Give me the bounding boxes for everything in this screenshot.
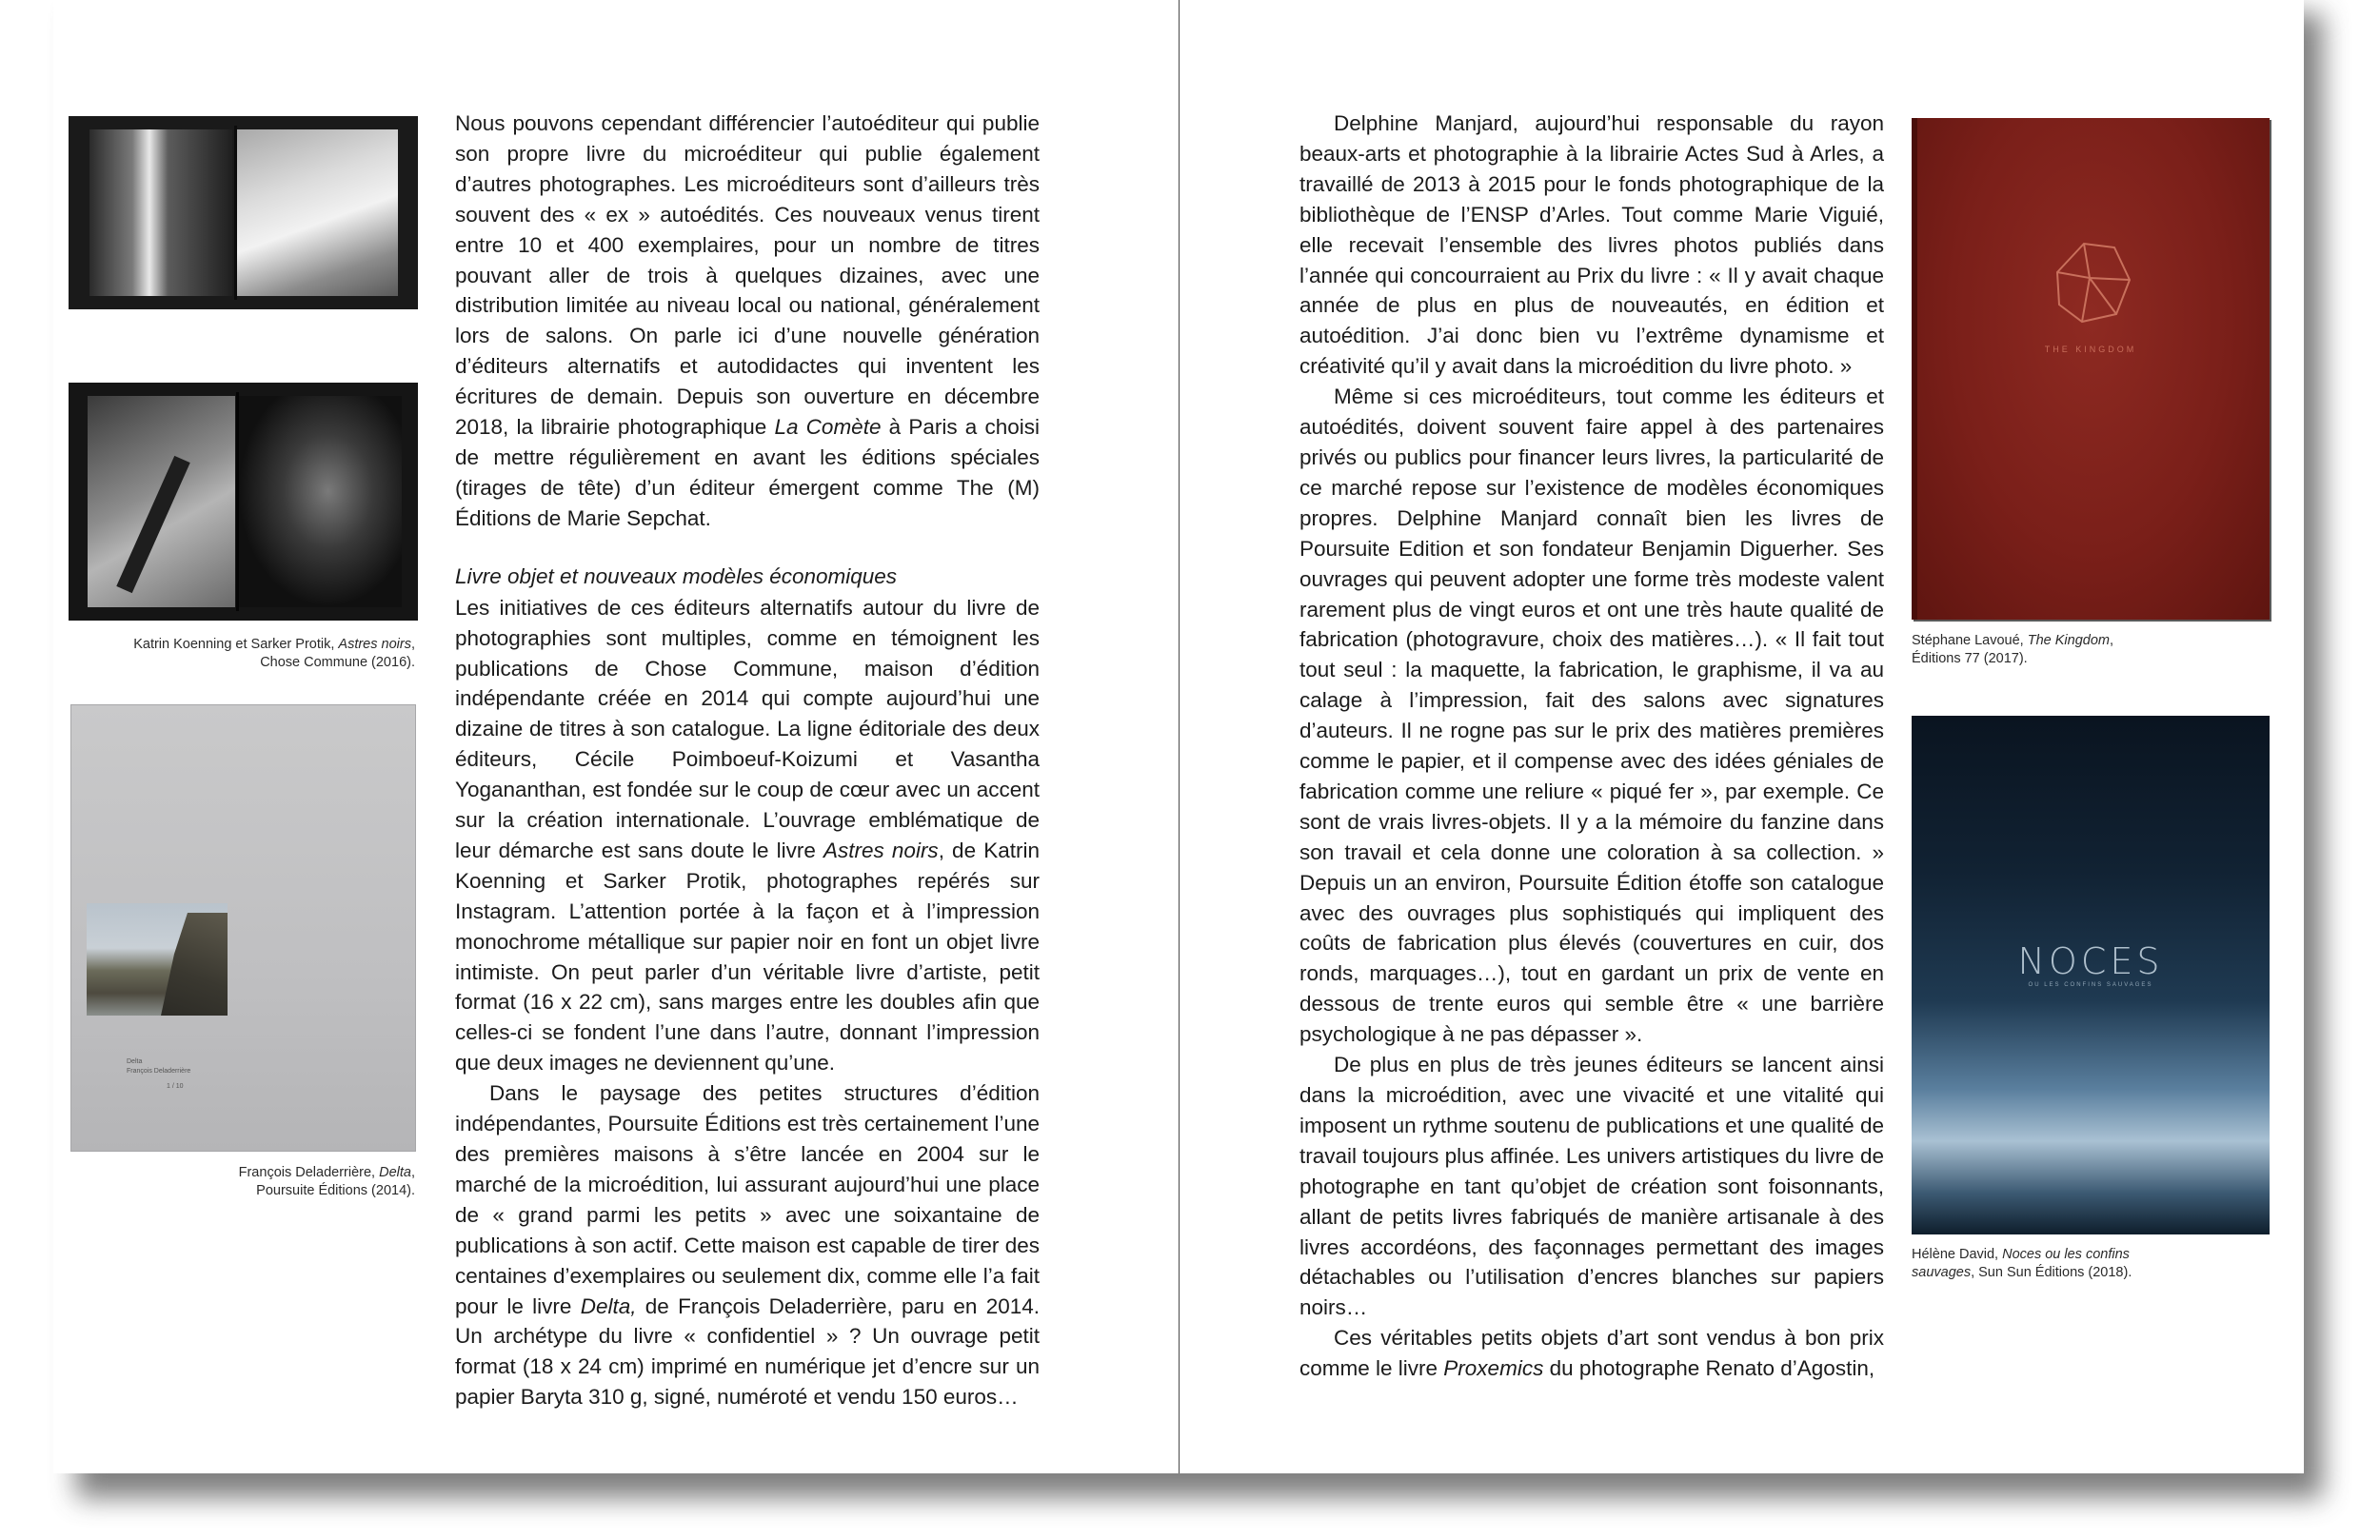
right-page-body [1299, 109, 1884, 1384]
noces-book-cover [1912, 716, 2270, 1234]
kingdom-cover-title: THE KINGDOM [2044, 345, 2137, 354]
delta-cover-text: François Deladerrière [127, 1068, 191, 1075]
book-fold [234, 126, 237, 300]
paragraph: Ces véritables petits objets d’art sont vendus à bon prix comme le livre Proxemics du photographe Renato d’Agostin, [1299, 1326, 1884, 1381]
astres-noirs-portrait-image [238, 396, 402, 607]
delta-cover-text: Delta [127, 1058, 143, 1065]
delta-book-cover [70, 704, 416, 1152]
astres-noirs-photo-spread-1 [69, 116, 418, 309]
crystal-logo-icon [2038, 230, 2143, 335]
paragraph: Dans le paysage des petites structures d’édition indépendantes, Poursuite Éditions est très certainement l’une des premières maisons à s’être lancée en 2004 sur le marché de la microédition, lui assurant aujourd’hui une place de « grand parmi les petits » avec une soixantaine de publications à son actif. Cette maison est capable de tirer des centaines d’exemplaires ou seulement dix, comme elle l’a fait pour le livre Delta, de François Deladerrière, paru en 2014. Un archétype du livre « confidentiel » ? Un ouvrage petit format (18 x 24 cm) imprimé en numérique jet d’encre sur un papier Baryta 310 g, signé, numéroté et vendu 150 euros… [455, 1081, 1040, 1410]
astres-noirs-left-page-image [89, 129, 232, 296]
paragraph: Delphine Manjard, aujourd’hui responsable du rayon beaux-arts et photographie à la librairie Actes Sud à Arles, a travaillé de 2013 à 2015 pour le fonds photographique de la bibliothèque de l’ENSP d’Arles. Tout comme Marie Viguié, elle recevait l’ensemble des livres photos publiés dans l’année qui concourraient au Prix du livre : « Il y avait chaque année de plus en plus de nouveautés, en édition et autoédition. J’ai donc bien vu l’extrême dynamisme et créativité qu’il y avait dans la microédition du livre photo. » [1299, 111, 1884, 379]
caption-noces: Hélène David, Noces ou les confins sauvages, Sun Sun Éditions (2018). [1912, 1247, 2132, 1280]
book-spine [1912, 118, 1917, 620]
left-page-body [455, 109, 1040, 1412]
caption-the-kingdom: Stéphane Lavoué, The Kingdom, Éditions 77 (2017). [1912, 633, 2114, 666]
astres-noirs-photo-spread-2 [69, 383, 418, 621]
caption-delta: François Deladerrière, Delta, Poursuite Éditions (2014). [238, 1165, 415, 1198]
paragraph: Nous pouvons cependant différencier l’autoéditeur qui publie son propre livre du microéditeur qui publie également d’autres photographes. Les microéditeurs sont d’ailleurs très souvent des « ex » autoédités. Ces nouveaux venus tirent entre 10 et 400 exemplaires, pour un nombre de titres pouvant aller de trois à quelques dizaines, avec une distribution limitée au niveau local ou national, généralement lors de salons. On parle ici d’une nouvelle génération d’éditeurs alternatifs et autodidactes qui inventent les écritures de demain. Depuis son ouverture en décembre 2018, la librairie photographique La Comète à Paris a choisi de mettre régulièrement en avant les éditions spéciales (tirages de tête) d’un éditeur émergent comme The (M) Éditions de Marie Sepchat. [455, 111, 1041, 530]
delta-cover-text: 1 / 10 [167, 1083, 184, 1090]
astres-noirs-right-page-image [236, 129, 398, 296]
paragraph: De plus en plus de très jeunes éditeurs se lancent ainsi dans la microédition, avec une vivacité et une vitalité qui imposent un rythme soutenu de publications et une qualité de travail toujours plus affinée. Les univers artistiques du livre de photographe en tant qu’objet de création sont foisonnants, allant de petits livres fabriqués de manière artisanale à des livres accordéons, des façonnages permettant des images détachables ou l’utilisation d’encres blanches sur papiers noirs… [1299, 1053, 1884, 1320]
book-spread [53, 0, 2304, 1473]
section-heading: Livre objet et nouveaux modèles économiques [455, 563, 898, 588]
caption-astres-noirs: Katrin Koenning et Sarker Protik, Astres noirs, Chose Commune (2016). [133, 637, 415, 670]
noces-cover-subtitle: OU LES CONFINS SAUVAGES [2028, 982, 2153, 988]
astres-noirs-bird-image [88, 396, 235, 607]
paragraph: Les initiatives de ces éditeurs alternatifs autour du livre de photographies sont multiples, comme en témoignent les publications de Chose Commune, maison d’édition indépendante créée en 2014 qui compte aujourd’hui une dizaine de titres à son catalogue. La ligne éditoriale des deux éditeurs, Cécile Poimboeuf-Koizumi et Vasantha Yogananthan, est fondée sur le coup de cœur avec un accent sur la création internationale. L’ouvrage emblématique de leur démarche est sans doute le livre Astres noirs, de Katrin Koenning et Sarker Protik, photographes repérés sur Instagram. L’attention portée à la façon et à l’impression monochrome métallique sur papier noir en font un objet livre intimiste. On peut parler d’un véritable livre d’artiste, petit format (16 x 22 cm), sans marges entre les doubles afin que celles-ci se fondent l’une dans l’autre, donnant l’impression que deux images ne deviennent qu’une. [455, 595, 1040, 1076]
gutter-line [1179, 0, 1180, 1473]
delta-cover-photo [87, 903, 228, 1016]
paragraph: Même si ces microéditeurs, tout comme les éditeurs et autoédités, doivent souvent faire appel à des partenaires privés ou publics pour financer leurs livres, la particularité de ce marché repose sur l’existence de modèles économiques propres. Delphine Manjard connaît bien les livres de Poursuite Edition et son fondateur Benjamin Diguerher. Ses ouvrages qui peuvent adopter une forme très modeste valent rarement plus de vingt euros et ont une très haute qualité de fabrication (photogravure, choix des matières…). « Il fait tout tout seul : la maquette, la fabrication, le graphisme, il va au calage à l’impression, fait des salons avec signatures d’auteurs. Il ne rogne pas sur le prix des matières premières comme le papier, et il compense avec des idées géniales de fabrication comme une reliure « piqué fer », par exemple. Ce sont de vrais livres-objets. Il y a la mémoire du fanzine dans son travail et cela donne une coloration à sa collection. » Depuis un an environ, Poursuite Édition étoffe son catalogue avec des ouvrages plus sophistiqués qui impliquent des coûts de fabrication plus élevés (couvertures en cuir, dos ronds, marquages…), tout en gardant un prix de vente en dessous de trente euros qui semble être « une barrière psychologique à ne pas dépasser ». [1299, 385, 1884, 1047]
the-kingdom-book-cover [1912, 118, 2270, 620]
noces-cover-title: NOCES [2017, 940, 2164, 982]
book-fold [236, 392, 239, 611]
